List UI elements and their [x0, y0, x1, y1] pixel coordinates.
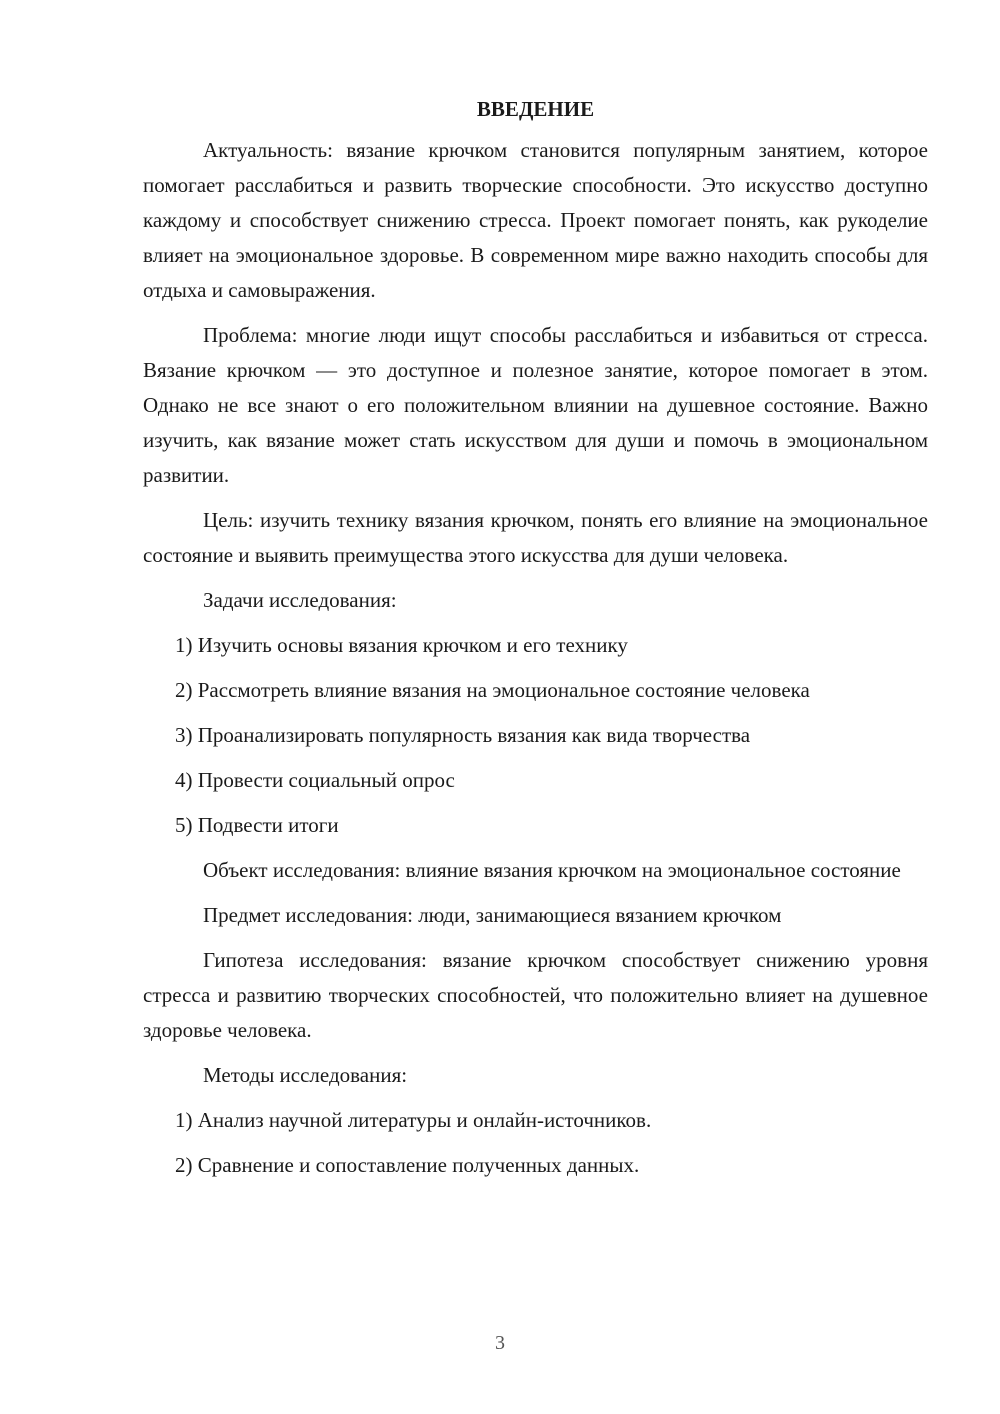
subject-paragraph: Предмет исследования: люди, занимающиеся вязанием крючком	[203, 903, 782, 927]
page-number: 3	[495, 1332, 505, 1354]
tasks-label: Задачи исследования:	[203, 588, 397, 612]
task-item: 2) Рассмотреть влияние вязания на эмоциональное состояние человека	[175, 678, 810, 702]
method-item: 1) Анализ научной литературы и онлайн-источников.	[175, 1108, 652, 1132]
problem-paragraph: Проблема: многие люди ищут способы расслабиться и избавиться от стресса. Вязание крючком — это доступное и полезное занятие, которое помогает в этом. Однако не все знают о его положительном влиянии на душевное состояние. Важно изучить, как вязание может стать искусством для души и помочь в эмоциональном развитии.	[143, 323, 928, 487]
section-title: ВВЕДЕНИЕ	[476, 97, 595, 121]
methods-label: Методы исследования:	[203, 1063, 408, 1087]
hypothesis-paragraph: Гипотеза исследования: вязание крючком способствует снижению уровня стресса и развитию творческих способностей, что положительно влияет на душевное здоровье человека.	[143, 948, 928, 1042]
relevance-paragraph: Актуальность: вязание крючком становится популярным занятием, которое помогает расслабиться и развить творческие способности. Это искусство доступно каждому и способствует снижению стресса. Проект помогает понять, как рукоделие влияет на эмоциональное здоровье. В современном мире важно находить способы для отдыха и самовыражения.	[143, 138, 928, 302]
task-item: 1) Изучить основы вязания крючком и его технику	[175, 633, 628, 657]
document-page	[143, 92, 928, 1193]
task-item: 4) Провести социальный опрос	[175, 768, 455, 792]
method-item: 2) Сравнение и сопоставление полученных данных.	[175, 1153, 640, 1177]
task-item: 3) Проанализировать популярность вязания как вида творчества	[175, 723, 751, 747]
goal-paragraph: Цель: изучить технику вязания крючком, понять его влияние на эмоциональное состояние и выявить преимущества этого искусства для души человека.	[143, 508, 928, 567]
task-item: 5) Подвести итоги	[175, 813, 339, 837]
object-paragraph: Объект исследования: влияние вязания крючком на эмоциональное состояние	[203, 858, 901, 882]
